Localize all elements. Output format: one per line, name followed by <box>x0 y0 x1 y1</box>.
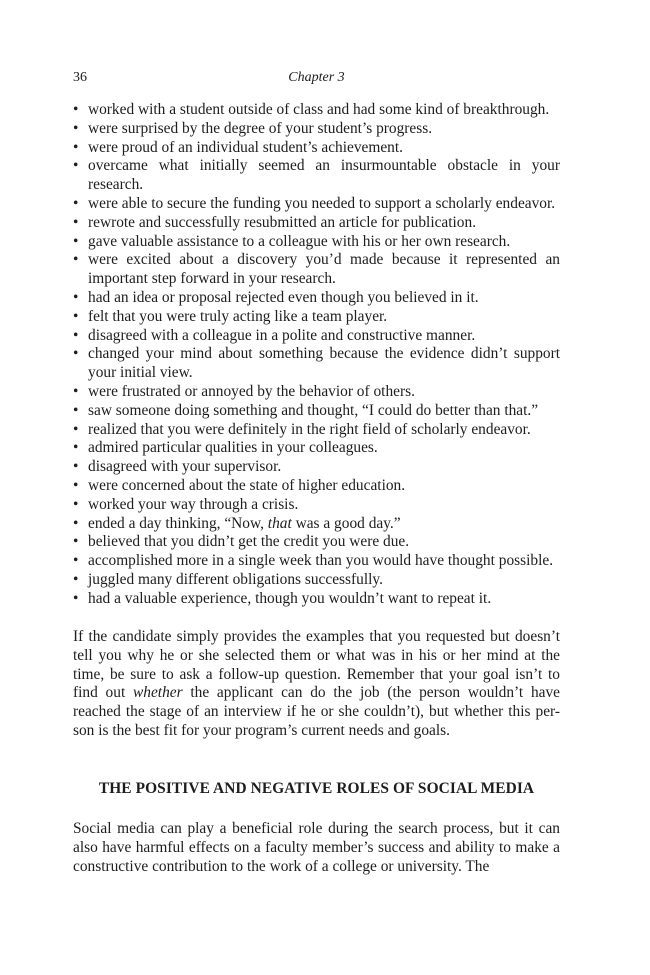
list-item: • changed your mind about something because the evidence didn’t support your initial view. <box>73 345 560 383</box>
body-paragraph: Social media can play a beneficial role during the search process, but it can also have harmful effects on a faculty member’s success and ability to make a constructive contribution to the work of a college or university. The <box>73 820 560 875</box>
list-item-text: was a good day.” <box>291 514 401 532</box>
list-item: • were proud of an individual student’s achievement. <box>73 139 560 158</box>
list-item: • juggled many different obligations successfully. <box>73 571 560 590</box>
running-header <box>73 68 560 88</box>
emphasis-text: that <box>267 514 292 532</box>
list-item-text: ended a day thinking, “Now, <box>88 514 268 532</box>
list-item: • disagreed with a colleague in a polite and constructive manner. <box>73 327 560 346</box>
list-item: • saw someone doing something and thought, “I could do better than that.” <box>73 402 560 421</box>
section-heading: THE POSITIVE AND NEGATIVE ROLES OF SOCIAL MEDIA <box>98 780 535 797</box>
paragraph-text: If the candidate simply provides the examples that you requested but doesn’t tell you why he or she selected them or what was in his or her mind at the time, be sure to ask a follow-up question. Remember that your goal isn’t to find out <box>73 628 560 702</box>
list-item: • believed that you didn’t get the credit you were due. <box>73 533 560 552</box>
list-item: • were concerned about the state of higher education. <box>73 477 560 496</box>
list-item: • accomplished more in a single week than you would have thought possible. <box>73 552 560 571</box>
list-item: • worked with a student outside of class and had some kind of breakthrough. <box>73 101 560 120</box>
list-item: • were frustrated or annoyed by the behavior of others. <box>73 383 560 402</box>
list-item: • felt that you were truly acting like a team player. <box>73 308 560 327</box>
list-item: • gave valuable assistance to a colleague with his or her own research. <box>73 233 560 252</box>
list-item: • rewrote and successfully resubmitted an article for publication. <box>73 214 560 233</box>
page-number: 36 <box>73 70 87 85</box>
list-item: • overcame what initially seemed an insurmountable obstacle in your research. <box>73 157 560 195</box>
list-item: • had an idea or proposal rejected even though you believed in it. <box>73 289 560 308</box>
chapter-title: Chapter 3 <box>288 70 345 85</box>
list-item: • admired particular qualities in your colleagues. <box>73 439 560 458</box>
bullet-list <box>73 101 560 609</box>
list-item: • were surprised by the degree of your student’s progress. <box>73 120 560 139</box>
list-item: • worked your way through a crisis. <box>73 496 560 515</box>
list-item: • were able to secure the funding you needed to support a scholarly endeavor. <box>73 195 560 214</box>
list-item: • had a valuable experience, though you wouldn’t want to repeat it. <box>73 590 560 609</box>
list-item <box>73 515 560 534</box>
emphasis-text: whether <box>133 684 183 702</box>
list-item: • were excited about a discovery you’d made because it represented an important step forward in your research. <box>73 251 560 289</box>
paragraph-text: the applicant can do the job (the person wouldn’t have reached the stage of an interview if he or she couldn’t), but whether this per-son is the best fit for your program’s current needs and goals. <box>73 684 560 739</box>
list-item: • disagreed with your supervisor. <box>73 458 560 477</box>
list-item: • realized that you were definitely in the right field of scholarly endeavor. <box>73 421 560 440</box>
body-paragraph <box>73 628 560 741</box>
